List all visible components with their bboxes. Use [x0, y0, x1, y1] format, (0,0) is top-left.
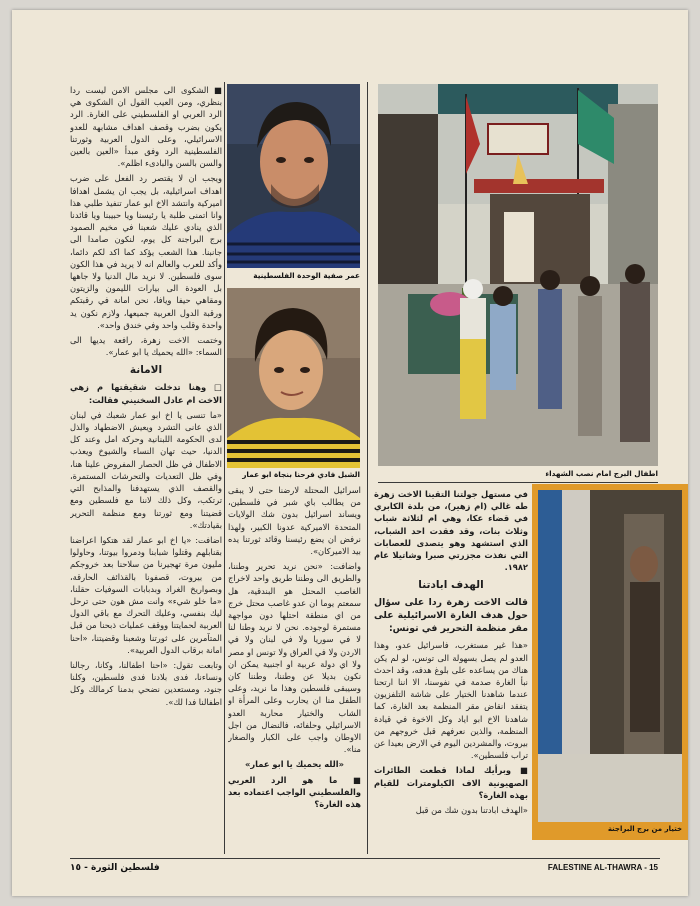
paragraph: واضافت: «نحن نريد تحرير وطننا، والطريق الى وطننا طريق واحد لاخراج الغاصب المحتل هو البندقية، هل سمعتم يوما ان عدو غاصب محتل خرج من اي منطقة احتلها دون مواجهة مستمرة لوجوده. نحن لا نريد وطنا لنا لا في سوريا ولا في لبنان ولا في الاردن ولا في العراق ولا تونس او مصر ولا اي دولة عربية او اجنبية يمكن ان نكون بديلا عن وطننا، وطننا كان وسيبقى فلسطين وهذا ما نريد، وعلى الطفل منا ان يحارب وعلى المرأة او الشاب والختيار محاربة العدو الاسرائيلي وحلفائه، فالنضال من اجل الاوطان واجب على الكبار والصغار منا».	[228, 561, 361, 755]
interview-question: قالت الاخت زهرة ردا على سؤال حول هدف الغارة الاسرائيلية على مقر منظمة التحرير في تونس:	[374, 597, 528, 635]
column-rule	[224, 82, 225, 854]
interview-question: ■ وبرأيك لماذا قطعت الطائرات الصهيونية الاف الكيلومترات للقيام بهذه الغارة؟	[374, 765, 528, 800]
paragraph: ويجب ان لا يقتصر رد الفعل على ضرب اهداف اسرائيلية، بل يجب ان يشمل اهدافا اميركية وانتشد الاخ ابو عمار تنفيذ طلبي هذا وانا اتمنى طلبة يا رئيسنا ويا حبيبنا ويا قائدنا الذي ينادي عليك شعبنا في مخيم الصمود برج البراجنة كل يوم، لنكون صامدا الى جانبنا. هذا الشعب يؤكد كما اكد لكم دائما، وأكد للعرب والعالم انه لا يريد في هذا الكون سوى فلسطين. لا نريد مال الدنيا ولا جاهها بل العودة الى بيارات الليمون والزيتون ومقاهي حيفا ويافا، نحن امانة في رقبتكم ورقبة الدول العربية جميعها، ولازم نكون يد واحدة وقلب واحد وفي خندق واحد».	[70, 173, 222, 330]
paragraph: ■ الشكوى الى مجلس الامن ليست ردا بنظري، ومن العيب القول ان الشكوى هي الرد العربي او الفلسطيني على الغارة. الرد يكون بضرب وقصف اهداف مشابهة للعدو الاسرائيلي، وعلى الدول العربية وثورتنا الفلسطينية الرد وفق مبدأ «العين بالعين والسن بالسن والبادىء اظلم».	[70, 85, 222, 169]
portrait-photo-man	[227, 84, 360, 268]
magazine-page	[12, 10, 688, 896]
middle-text-column	[228, 484, 361, 856]
photo-caption: الشبل فادي فرحنا بنجاة ابو عمار	[242, 470, 360, 479]
paragraph: «ما تنسى يا اخ ابو عمار شعبك في لبنان الذي عانى التشرد ويعيش الاضطهاد والذل لدى الحكومة اللبنانية وحركة امل وعند كل الدنيا، حيث تهان النساء والشيوخ ويعذب الاطفال في ظل الحصار المفروض علينا هنا، وفي ظل التعديات والتحرشات المستمرة، والقصف الذي يستهدفنا والمذابح التي ترتكب، وكل ذلك لاننا مع فلسطين ومع قضيتنا ومع ثورتنا ومع منظمة التحرير بقيادتك».	[70, 409, 222, 530]
pull-quote: «الله يحميك يا ابو عمار»	[245, 759, 344, 770]
paragraph: □ وهنا تدخلت شقيقتها م زهي الاخت ام عادل السخنيني فقالت:	[70, 382, 222, 405]
footer-page-number-latin: FALESTINE AL-THAWRA - 15	[547, 863, 658, 872]
right-text-column	[374, 488, 528, 856]
interview-question: ■ ما هو الرد العربي والفلسطيني الواجب اعتماده بعد هذه الغارة؟	[228, 774, 361, 810]
photo-caption: اطفال البرج امام نصب الشهداء	[545, 469, 658, 478]
column-rule	[367, 82, 368, 854]
footer-page-number-arabic: فلسطين الثورة - ١٥	[70, 863, 160, 873]
street-scene-photo	[378, 84, 658, 466]
framed-photo-old-man	[532, 484, 688, 840]
paragraph: وختمت الاخت زهرة، رافعة يديها الى السماء: «الله يحميك يا ابو عمار».	[70, 335, 222, 358]
paragraph: «هذا غير مستغرب، فاسرائيل عدو، وهذا العدو لم يصل بسهولة الى تونس، لو لم يكن هناك من يساعده على بلوغ هدفه، وقد احدث نبأ الغارة صدمة في نفوسنا، الا اننا ارتحنا عندما شاهدنا الختيار على شاشة التلفزيون يتفقد انقاض مقر المنظمة بعد الغارة، كما شاهدنا الاخ ابو اياد وكل الاخوة في قيادة المنظمة، والذين نعرفهم قبل خروجهم من بيروت، والمشردين اليوم في الارض بعيدا عن تراب فلسطين».	[374, 640, 528, 761]
section-heading: الامانة	[129, 364, 163, 377]
section-rule	[378, 482, 658, 483]
paragraph: في مستهل جولتنا التقينا الاخت زهرة طه غالي (ام زهير)، من بلدة الكابري في قضاء عكا، وهي ام لثلاثة شباب وثلاث بنات، وقد فقدت احد الشباب، الذي استشهد وهو يتصدى للعصابات التي نفذت مجزرتي صبرا وشاتيلا عام ١٩٨٢.	[374, 489, 528, 573]
paragraph: «الهدف ابادتنا بدون شك من قبل	[415, 805, 528, 816]
portrait-photo-boy	[227, 288, 360, 468]
section-heading: الهدف ابادتنا	[418, 579, 484, 592]
left-text-column	[70, 84, 222, 852]
photo-caption: ختيار من برج البراجنة	[607, 825, 682, 833]
photo-caption: عمر صفية الوحدة الفلسطينية	[253, 271, 360, 280]
paragraph: اسرائيل المحتلة لارضنا حتى لا يبقى من يطالب باي شبر في فلسطين، ويساند اسرائيل بدون شك الولايات المتحدة الاميركية عدونا الكبير، ولهذا نرفض ان يضع رئيسنا وقائد ثورتنا يده بيد الاميركان».	[228, 485, 361, 557]
paragraph: وتابعت تقول: «احنا اطفالنا، وكانا، رجالنا ونساءنا، فدى بلادنا فدى فلسطين، وكلنا جنود، ومستعدين نضحي بدمنا كرمالك وكل اطفالنا فدا لك».	[70, 659, 222, 707]
footer-rule	[70, 858, 660, 859]
paragraph: اضافت: «يا اخ ابو عمار لقد هتكوا اعراضنا بقنابلهم وقتلوا شبابنا ودمروا بيوتنا، وحاولوا مليون مرة تهجيرنا من سلاحنا بعد خروجكم من بيروت، قصفونا بالقذائف الحارقة، وبصواريخ الغراد وبدبابات السوفيات حقلنا، «ما خلو شيء» وانت مش هون حتى ترحل ليك بنفسي، وعليك التحرك مع باقي الدول العربية لحمايتنا ووقف عمليات ذبحنا من قبل المتآمرين على ثورتنا وشعبنا وقضيتنا، «احنا امانة برقاب الدول العربية».	[70, 534, 222, 655]
